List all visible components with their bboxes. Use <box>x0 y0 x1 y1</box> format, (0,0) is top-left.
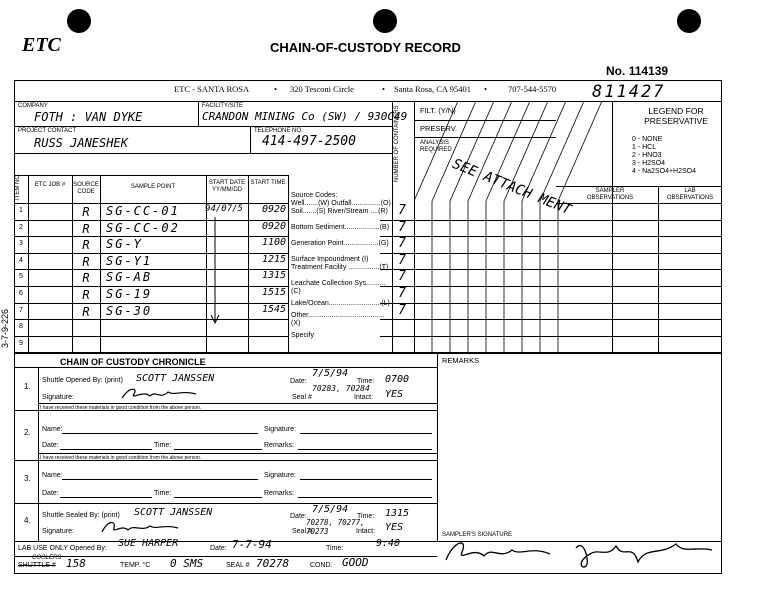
table-row <box>14 336 722 353</box>
sec3-signature-label: Signature: <box>264 472 296 479</box>
row-number: 6 <box>19 290 23 297</box>
sealed-by-label: Shuttle Sealed By: (print) <box>42 512 120 519</box>
sec1-seal: 70283, 70284 <box>312 384 370 393</box>
table-row <box>14 303 722 320</box>
row-number: 4 <box>19 256 23 264</box>
sec1-time-label: Time: <box>357 378 375 385</box>
start-time: 1545 <box>261 303 287 315</box>
lab-seal-label: SEAL # <box>226 562 250 569</box>
remarks-label: REMARKS <box>442 356 480 365</box>
analysis-required-label: ANALYSIS REQUIRED <box>420 140 452 153</box>
table-row <box>14 253 722 270</box>
start-time: 1100 <box>261 237 287 249</box>
sec2-name-label: Name: <box>42 426 63 433</box>
lab-date-label: Date: <box>210 545 227 552</box>
lab-date: 7-7-94 <box>232 538 272 551</box>
source-code: R <box>82 288 90 302</box>
row-number: 9 <box>19 339 23 347</box>
handwritten-reference: 811427 <box>592 82 666 102</box>
sample-point: SG-30 <box>106 303 153 318</box>
sec1-intact: YES <box>385 389 404 400</box>
sec1-signature <box>120 386 200 402</box>
sample-point: SG-19 <box>106 287 153 301</box>
lab-opened-by: SUE HARPER <box>118 538 179 549</box>
sec1-signature-label: Signature: <box>42 394 74 401</box>
legend-item: 2 - HNO3 <box>632 152 662 159</box>
cond-label: COND. <box>310 562 333 569</box>
row-number: 3 <box>19 240 23 248</box>
phone-label: TELEPHONE NO. <box>254 128 303 134</box>
page-title: CHAIN-OF-CUSTODY RECORD <box>270 40 461 55</box>
source-code: R <box>82 304 90 319</box>
sec3-date-label: Date: <box>42 490 59 497</box>
sample-point: SG-Y1 <box>106 253 153 268</box>
table-row <box>14 269 722 286</box>
binder-hole <box>67 9 91 33</box>
row-number: 1 <box>19 207 23 214</box>
contact-value: RUSS JANESHEK <box>34 136 128 150</box>
sec2-date-label: Date: <box>42 442 59 449</box>
section-4-number: 4. <box>24 516 31 525</box>
legend-item: 4 - Na2SO4+H2SO4 <box>632 168 697 175</box>
row-number: 7 <box>19 306 23 314</box>
container-count: 7 <box>398 269 406 285</box>
sec3-name-label: Name: <box>42 472 63 479</box>
sec1-seal-label: Seal # <box>292 394 312 401</box>
sampler-signature-label: SAMPLER'S SIGNATURE <box>442 532 513 538</box>
sec3-remarks-label: Remarks: <box>264 490 294 497</box>
sample-point: SG-CC-01 <box>106 204 180 218</box>
phone-value: 414-497-2500 <box>262 134 356 149</box>
source-code: R <box>82 221 90 236</box>
lab-observations-header: LAB OBSERVATIONS <box>666 188 714 201</box>
legend-item: 1 - HCL <box>632 144 657 151</box>
facility-label: FACILITY/SITE <box>202 103 244 109</box>
number-of-containers-label: NUMBER OF CONTAINERS <box>394 105 400 182</box>
sec4-intact: YES <box>385 522 404 533</box>
sec4-seal-label: Seal # <box>292 528 312 535</box>
company-value: FOTH : VAN DYKE <box>34 110 143 124</box>
row-number: 5 <box>19 273 23 281</box>
sealed-by-value: SCOTT JANSSEN <box>134 507 213 518</box>
temp-label: TEMP. °C <box>120 562 151 569</box>
opened-by-label: Shuttle Opened By: (print) <box>42 377 123 384</box>
shuttle-value: 158 <box>66 557 86 570</box>
start-time: 1315 <box>261 270 287 282</box>
sec4-time-label: Time: <box>357 513 375 520</box>
sampler-observations-header: SAMPLER OBSERVATIONS <box>586 188 634 201</box>
etc-logo: ETC <box>22 34 61 56</box>
section-3-number: 3. <box>24 474 31 483</box>
binder-hole <box>373 9 397 33</box>
sample-point: SG-Y <box>106 237 143 252</box>
start-time: 1215 <box>261 253 287 265</box>
table-row <box>14 220 722 237</box>
record-number: No. 114139 <box>606 64 669 78</box>
received-note: I have received these materials in good condition from the above person. <box>40 455 202 461</box>
sec2-signature-label: Signature: <box>264 426 296 433</box>
cond-value: GOOD <box>342 556 369 569</box>
shuttle-label: SHUTTLE # <box>18 562 56 569</box>
sec1-time: 0700 <box>385 374 410 385</box>
sec2-remarks-label: Remarks: <box>264 442 294 449</box>
date-ditto-arrow <box>208 215 222 327</box>
start-date-header: START DATE YY/MM/DD <box>208 180 246 193</box>
lab-time: 9:40 <box>376 538 401 549</box>
sec4-date: 7/5/94 <box>312 504 349 515</box>
sec1-date: 7/5/94 <box>312 368 349 379</box>
sec4-time: 1315 <box>385 508 410 519</box>
coolers-label: COOLERS <box>32 555 62 561</box>
source-code: R <box>82 271 90 286</box>
legend-list <box>632 136 696 176</box>
opened-by-value: SCOTT JANSSEN <box>136 373 215 384</box>
sec3-time-label: Time: <box>154 490 172 497</box>
preserv-label: PRESERV. <box>420 124 458 133</box>
source-code: R <box>82 205 90 219</box>
container-count: 7 <box>398 219 406 235</box>
source-code: R <box>82 254 90 269</box>
start-time: 1515 <box>261 287 287 298</box>
sample-point-header: SAMPLE POINT <box>130 184 176 190</box>
chronicle-title: CHAIN OF CUSTODY CHRONICLE <box>60 357 206 367</box>
temp-value: 0 SMS <box>170 557 204 570</box>
lab-seal-value: 70278 <box>256 557 290 570</box>
start-time: 0920 <box>261 204 287 215</box>
section-2-number: 2. <box>24 428 31 437</box>
container-count: 7 <box>398 302 406 318</box>
sec4-signature <box>100 518 180 536</box>
table-row <box>14 203 722 220</box>
etc-job-header: ETC JOB # <box>34 182 66 188</box>
sec4-intact-label: Intact: <box>356 528 376 535</box>
legend-item: 3 - H2SO4 <box>632 160 666 167</box>
container-count: 7 <box>398 236 406 252</box>
row-number: 8 <box>19 323 23 331</box>
sec1-date-label: Date: <box>290 378 307 385</box>
sec2-time-label: Time: <box>154 442 172 449</box>
sample-point: SG-CC-02 <box>106 220 180 235</box>
lab-opened-label: LAB USE ONLY Opened By: <box>18 545 107 552</box>
table-row <box>14 286 722 303</box>
contact-label: PROJECT CONTACT <box>18 128 77 134</box>
source-code-header: SOURCE CODE <box>73 182 99 195</box>
container-count: 7 <box>398 286 406 301</box>
legend-title: LEGEND FOR PRESERVATIVE <box>644 106 708 126</box>
section-1-number: 1. <box>24 382 31 391</box>
source-codes-legend: Source Codes: Well.......(W) Outfall...............(O) Soil.......(S) River/Stream ....(R) Bottom Sediment..................(B) Generation Point..................(G) Surface Impoundment (I) Treatment Facility ................(T) Leachate Collection Sys..........(C) Lake/Ocean...........................(L) Other.......................................(X) Specify <box>291 192 391 339</box>
binder-hole <box>677 9 701 33</box>
sample-point: SG-AB <box>106 270 153 285</box>
filt-label: FILT. (Y/N) <box>420 106 456 115</box>
start-date: 94/07/5 <box>205 204 243 214</box>
side-annotation: 3-7-9-226 <box>0 308 10 348</box>
sampler-signatures <box>440 532 720 572</box>
container-count: 7 <box>398 252 406 268</box>
table-row <box>14 236 722 253</box>
sec4-signature-label: Signature: <box>42 528 74 535</box>
company-label: COMPANY <box>18 103 48 109</box>
container-count: 7 <box>398 203 406 218</box>
legend-item: 0 - NONE <box>632 136 663 143</box>
sec4-seal: 70278, 70277, 70273 <box>306 518 365 536</box>
table-row <box>14 319 722 336</box>
start-time-header: START TIME <box>250 180 286 186</box>
received-note: I have received these materials in good condition from the above person. <box>40 405 202 411</box>
facility-value: CRANDON MINING Co (SW) / 930C49 <box>202 110 408 123</box>
see-attachment-note: SEE ATTACH MENT <box>450 156 574 219</box>
row-number: 2 <box>19 223 23 231</box>
item-no-header: ITEM NO. <box>15 173 21 200</box>
start-time: 0920 <box>261 220 287 232</box>
source-code: R <box>82 238 90 253</box>
lab-time-label: Time: <box>326 545 344 552</box>
sec4-date-label: Date: <box>290 513 307 520</box>
sec1-intact-label: Intact: <box>354 394 374 401</box>
